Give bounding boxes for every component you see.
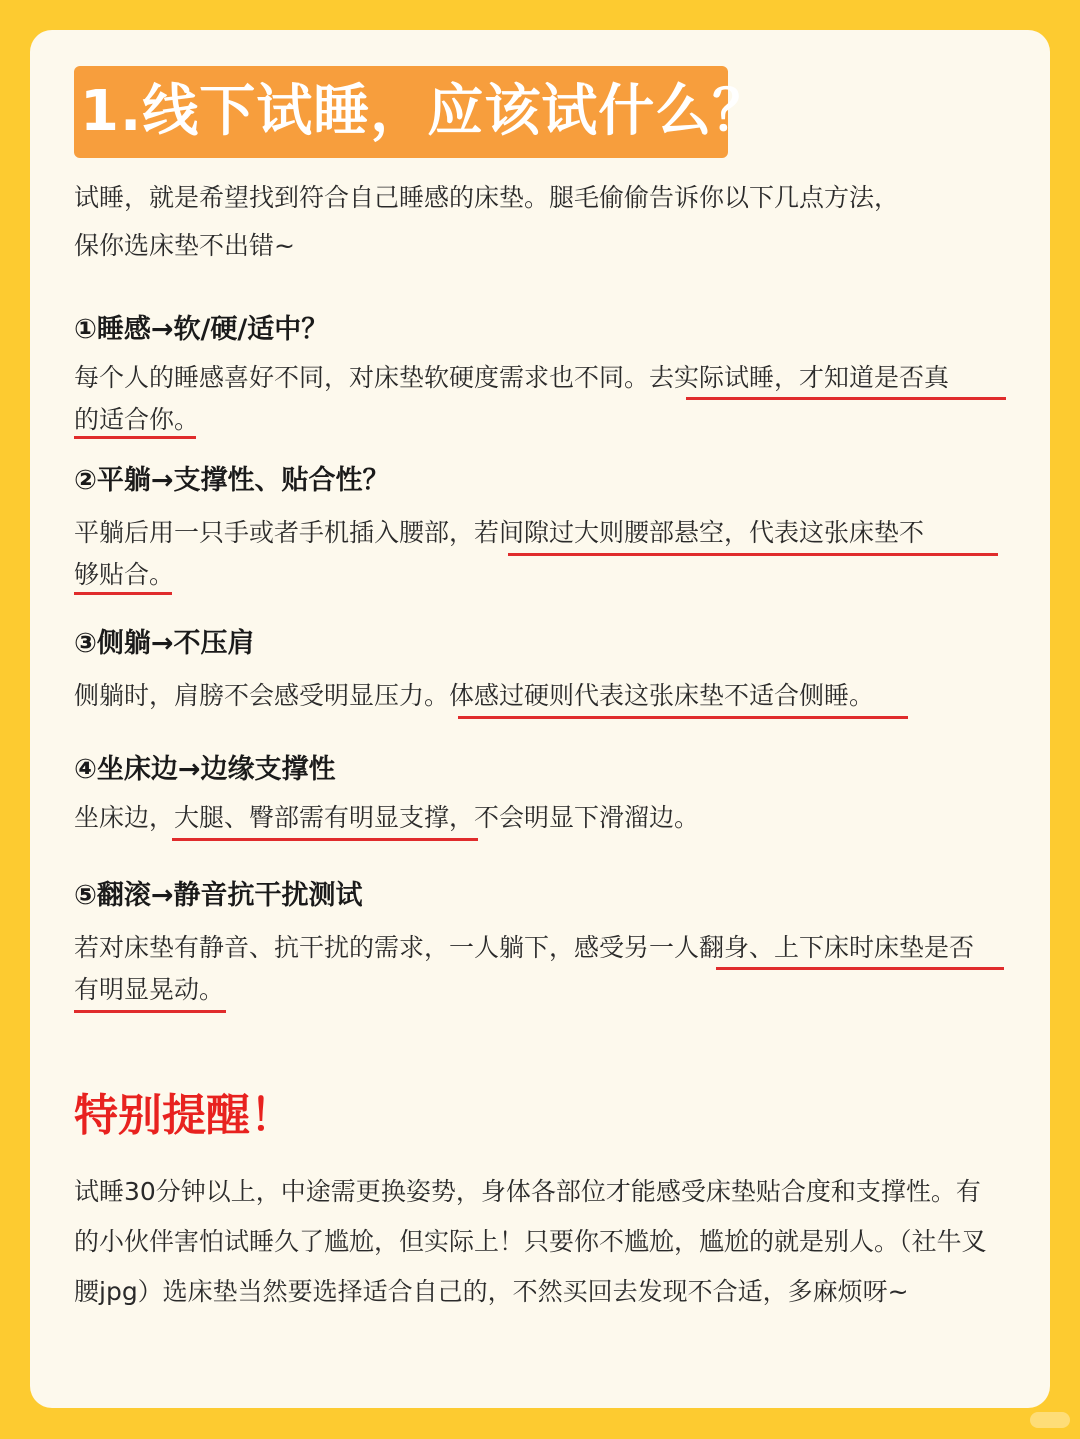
page-title: 1.线下试睡，应该试什么？ (80, 79, 770, 144)
reminder-line-3: 腰jpg）选床垫当然要选择适合自己的，不然买回去发现不合适，多麻烦呀~ (74, 1277, 909, 1306)
section-text-line: 平躺后用一只手或者手机插入腰部，若间隙过大则腰部悬空，代表这张床垫不 (74, 518, 925, 547)
reminder-title: 特别提醒！ (74, 1090, 294, 1141)
reminder-line-2: 的小伙伴害怕试睡久了尴尬，但实际上！只要你不尴尬，尴尬的就是别人。（社牛叉 (74, 1227, 987, 1256)
highlight-underline (74, 1010, 226, 1013)
section-heading-bed-edge: ④坐床边→边缘支撑性 (74, 754, 336, 785)
highlight-underline (74, 436, 196, 439)
highlight-underline (686, 397, 1006, 400)
section-heading-rolling: ⑤翻滚→静音抗干扰测试 (74, 880, 363, 911)
section-text-line: 侧躺时，肩膀不会感受明显压力。体感过硬则代表这张床垫不适合侧睡。 (74, 681, 875, 710)
section-text-line: 够贴合。 (74, 560, 175, 589)
highlight-underline (172, 838, 478, 841)
section-text-line: 若对床垫有静音、抗干扰的需求，一人躺下，感受另一人翻身、上下床时床垫是否 (74, 933, 975, 962)
section-heading-lying-flat: ②平躺→支撑性、贴合性？ (74, 465, 390, 496)
section-text-line: 坐床边，大腿、臀部需有明显支撑，不会明显下滑溜边。 (74, 803, 700, 832)
section-heading-side-lying: ③侧躺→不压肩 (74, 628, 255, 659)
intro-line-1: 试睡，就是希望找到符合自己睡感的床垫。腿毛偷偷告诉你以下几点方法， (74, 183, 900, 212)
section-heading-sleep-feel: ①睡感→软/硬/适中？ (74, 314, 329, 345)
highlight-underline (458, 716, 908, 719)
watermark (1030, 1412, 1070, 1428)
section-text-line: 每个人的睡感喜好不同，对床垫软硬度需求也不同。去实际试睡，才知道是否真 (74, 363, 950, 392)
section-text-line: 的适合你。 (74, 405, 200, 434)
highlight-underline (508, 553, 998, 556)
reminder-line-1: 试睡30分钟以上，中途需更换姿势，身体各部位才能感受床垫贴合度和支撑性。有 (74, 1177, 981, 1206)
highlight-underline (74, 592, 172, 595)
highlight-underline (716, 967, 1004, 970)
section-text-line: 有明显晃动。 (74, 975, 225, 1004)
intro-line-2: 保你选床垫不出错~ (74, 231, 295, 260)
